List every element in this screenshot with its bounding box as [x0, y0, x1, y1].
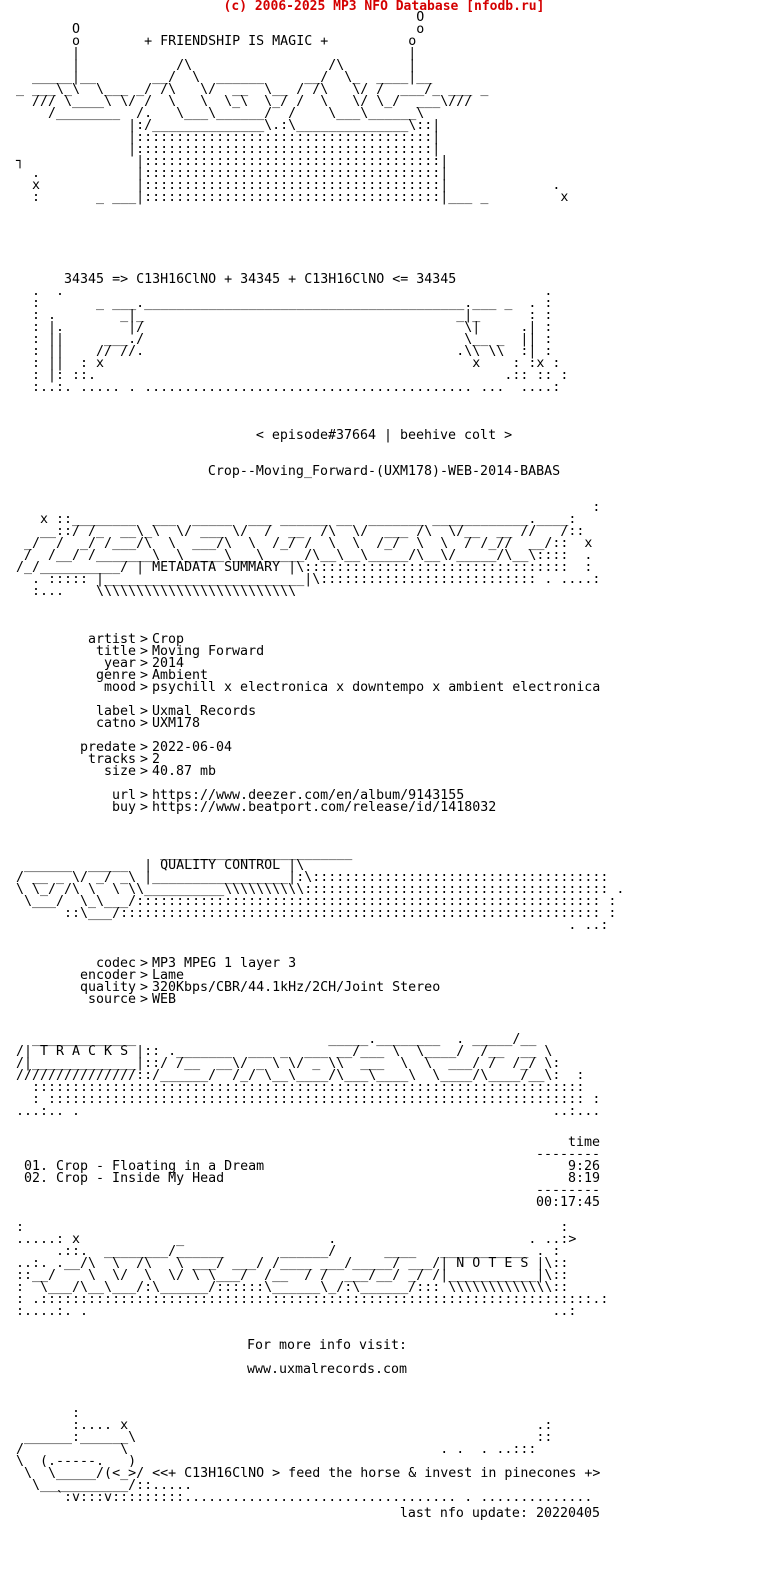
notes-website[interactable]: www.uxmalrecords.com [246, 1362, 408, 1377]
episode-line: < episode#37664 | beehive colt > [255, 428, 513, 443]
track-row: 01. Crop - Floating in a Dream [24, 1159, 265, 1174]
track-time: 8:19 [567, 1171, 600, 1186]
meta-catno: catno > UXM178 [95, 716, 201, 731]
meta-size: size > 40.87 mb [103, 764, 217, 779]
meta-mood: mood > psychill x electronica x downtempo x ambient electronica [103, 680, 601, 695]
meta-url: url > https://www.deezer.com/en/album/9143155 [111, 788, 465, 803]
friendship-banner-art: O O o o + FRIENDSHIP IS MAGIC + o | | | /\ /\ | _____|__ __/ \ ______ __/ \_ ____|__ _ ___\_\ \___ _/ /\ \/ __ \__ / /\ \/ / ___/_ ___ _ /// \____\ \/ / \ \ \_\ \_/ / \ \/ \_/ ___\/// /________ /. \___\______/ / \___\______\ |:/______________\.:\______________\::| |:::::::::::::::::::::::::::::::::::::| |:::::::::::::::::::::::::::::::::::::| ┐ |:::::::::::::::::::::::::::::::::::::| . |:::::::::::::::::::::::::::::::::::::| x |:::::::::::::::::::::::::::::::::::::| . : _ ___|:::::::::::::::::::::::::::::::::::::|___ _ x [16, 10, 569, 205]
quality-source: source > WEB [87, 992, 177, 1007]
meta-label: label > Uxmal Records [95, 704, 257, 719]
meta-tracks: tracks > 2 [87, 752, 161, 767]
beatport-link[interactable]: https://www.beatport.com/release/id/1418032 [152, 800, 497, 815]
formula-line: 34345 => C13H16ClNO + 34345 + C13H16ClNO <= 34345 [16, 272, 457, 287]
total-rule: -------- [535, 1183, 600, 1198]
frame-art: . . . : _ ___.________________________________________.___ _ . : : . _|_ _|_ : : : |. |/ \| .| : : || ___./ \__ _ || : : || // //. .\\ \\ :| : : || : x x : :x : : |: ::. .:: :: : :..:. ..... . ......................................... ... ....: [32, 284, 569, 395]
meta-buy: buy > https://www.beatport.com/release/id/1418032 [111, 800, 497, 815]
time-header: time [567, 1135, 600, 1150]
total-time: 00:17:45 [535, 1195, 600, 1210]
metadata-summary-banner: : x ::________ ___ _____ ___ ______ __ _______ ____________.____: __::/ /_ __\_\ \/ ___ \/ / __ /\ \/ ___ /\ \/__ __ // /:: _/ / _/ /___/\ \ ___/\ \ /_/ / \ \ /_/ \ \ / /_// __/:: x / /__/ /_______\ \_____\___\_____/\__\__\_____/\__\/_____/\__\:::: . /_/__________/ | METADATA SUMMARY |\::::::::::::::::::::::::::::::::: : . ::::: |_________________________|\::::::::::::::::::::::::::: . ....: :... \\\\\\\\\\\\\\\\\\\\\\\\\ [16, 500, 601, 599]
time-rule: -------- [535, 1147, 600, 1162]
quality-control-banner: ________________________ ______ _____ | QUALITY CONTROL |\ / __ _ \/ _/ _\ |_________________|:\::::::::::::::::::::::::::::::::::::: \ \_/ /\ \ \ \\__________\\\\\\\\\\:::::::::::::::::::::::::::::::::::::: . \___/ \_\___/:::::::::::::::::::::::::::::::::::::::::::::::::::::::::: : ::\___/:::::::::::::::::::::::::::::::::::::::::::::::::::::::::::: : . ..: [16, 846, 625, 933]
site-header: (c) 2006-2025 MP3 NFO Database [nfodb.ru] [223, 0, 545, 14]
notes-line-1: For more info visit: [246, 1338, 408, 1353]
meta-predate: predate > 2022-06-04 [79, 740, 233, 755]
footer-art: : :.... x .: ______:______\ :: / \ . . . ..::: \ (.-----. ) \ \_____/(<_>/ <<+ C13H16ClNO > feed the horse & invest in pinecones +> \___________/::..... `:v:::v:::::::::.................................. . .............. [16, 1406, 601, 1505]
deezer-link[interactable]: https://www.deezer.com/en/album/9143155 [152, 788, 465, 803]
last-update: last nfo update: 20220405 [399, 1506, 600, 1521]
meta-genre: genre > Ambient [95, 668, 209, 683]
track-time: 9:26 [567, 1159, 600, 1174]
meta-artist: artist > Crop [87, 632, 185, 647]
notes-banner: : : .....: x _ . . ..:> .::. ________/______ ______/ ____ ___________ . : ..:. .__/\ \ /\ \ ___/ ___/ /____ ___/_____/ ___/| N O T E S |\:: ::__/ \ \/ \ \/ \ \___/ /__ / / ___/__/ _/ /|___________|\:: : \___/\__\___/:\______/::::::\______\_/:\______/::: \\\\\\\\\\\\\:: : .:::::::::::::::::::::::::::::::::::::::::::::::::::::::::::::::::::::.: :....:. . ..: [16, 1220, 609, 1319]
meta-year: year > 2014 [103, 656, 185, 671]
tracks-banner: _____________ _____.________ . _____/__ /| T R A C K S |:: ._______ ___ _ ___ __/___ \ \____/ /__ __ \ /|_____________|::/ /__ __\/ _ \ \/ _ \\ ___ \ \ ___/ / /_/ \: ///////////////::/______/ /_/ \__\____/\___\____\ \____/\____/__\: : ::::::::::::::::::::::::::::::::::::::::::::::::::::::::::::::::::::: : ::::::::::::::::::::::::::::::::::::::::::::::::::::::::::::::::::: : ...:.. . ..:... [16, 1032, 601, 1119]
quality-quality: quality > 320Kbps/CBR/44.1kHz/2CH/Joint Stereo [79, 980, 441, 995]
track-row: 02. Crop - Inside My Head [24, 1171, 225, 1186]
quality-encoder: encoder > Lame [79, 968, 185, 983]
meta-title: title > Moving Forward [95, 644, 265, 659]
quality-codec: codec > MP3 MPEG 1 layer 3 [95, 956, 297, 971]
release-name: Crop--Moving_Forward-(UXM178)-WEB-2014-BABAS [207, 464, 561, 479]
